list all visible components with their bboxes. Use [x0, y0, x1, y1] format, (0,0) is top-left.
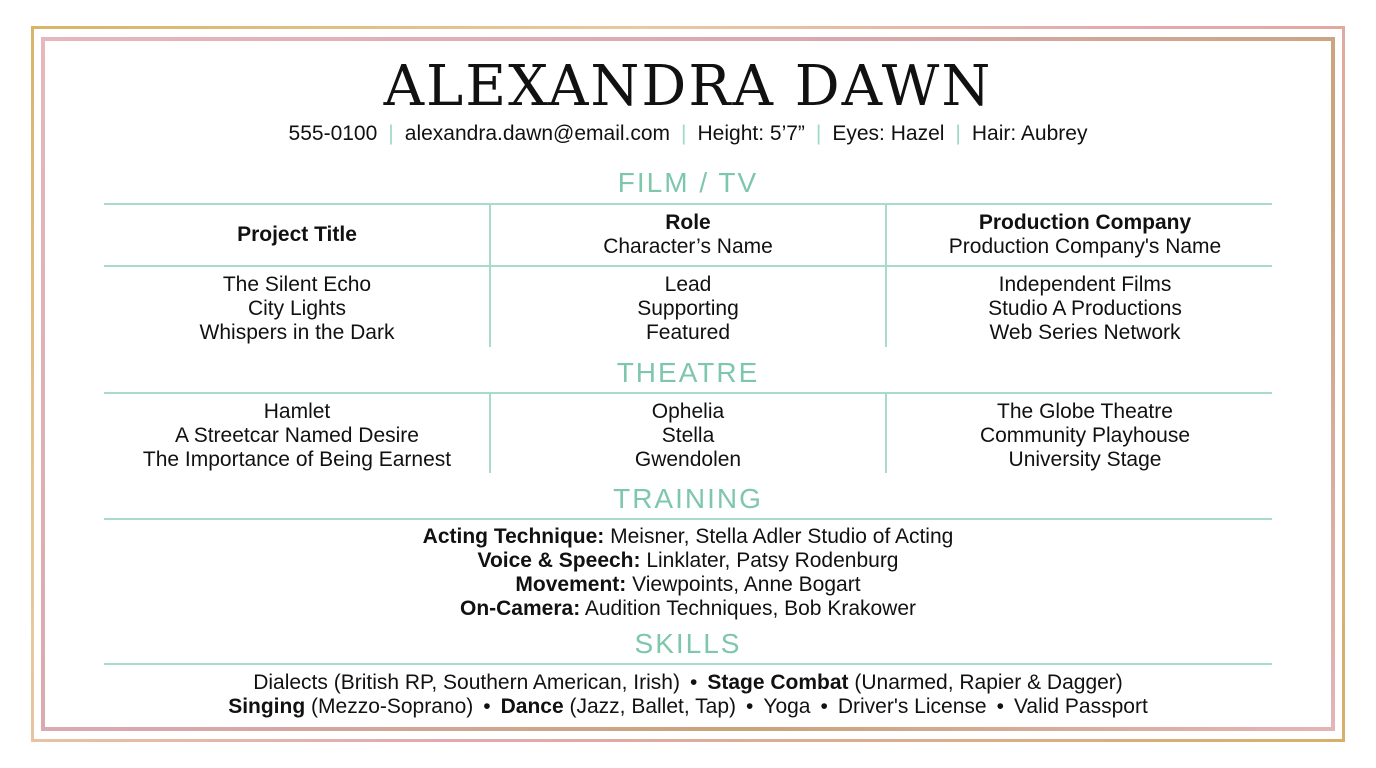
divider-rule [104, 203, 1272, 205]
skill-dance-detail: (Jazz, Ballet, Tap) [563, 695, 736, 718]
skill-stage-combat: Stage Combat [707, 671, 849, 694]
training-value: Viewpoints, Anne Bogart [626, 573, 861, 596]
bullet-separator: • [820, 695, 828, 718]
theatre-company: Community Playhouse [979, 424, 1191, 447]
section-title-film-tv: FILM / TV [617, 167, 759, 198]
height: Height: 5’7” [697, 122, 805, 145]
header-project-title [104, 223, 490, 247]
training-label: Acting Technique: [422, 525, 605, 548]
training-label: On-Camera: [459, 597, 581, 620]
skill-dance: Dance [500, 695, 564, 718]
phone-number: 555-0100 [288, 122, 378, 145]
email-address: alexandra.dawn@email.com [404, 122, 671, 145]
training-list [0, 525, 1376, 621]
skills-line-1 [0, 671, 1376, 695]
bullet-separator: • [996, 695, 1004, 718]
divider-rule [104, 392, 1272, 394]
header-sublabel: Character’s Name [603, 235, 773, 258]
training-value: Audition Techniques, Bob Krakower [580, 597, 917, 620]
header-label: Project Title [237, 223, 357, 246]
training-value: Meisner, Stella Adler Studio of Acting [604, 525, 954, 548]
training-item [0, 597, 1376, 621]
theatre-company: University Stage [1008, 448, 1162, 471]
skill-stage-combat-detail: (Unarmed, Rapier & Dagger) [848, 671, 1123, 694]
training-label: Movement: [515, 573, 627, 596]
bullet-separator: • [746, 695, 754, 718]
section-title-skills: SKILLS [634, 628, 742, 659]
contact-separator: | [681, 122, 687, 145]
skills-line-2 [0, 695, 1376, 719]
theatre-role: Stella [661, 424, 715, 447]
header-production-company [886, 211, 1284, 259]
actor-name: ALEXANDRA DAWN [383, 54, 993, 119]
skill-valid-passport: Valid Passport [1013, 695, 1148, 718]
contact-line [0, 120, 1376, 148]
skill-drivers-license: Driver's License [837, 695, 987, 718]
theatre-project: A Streetcar Named Desire [175, 424, 419, 447]
contact-separator: | [388, 122, 394, 145]
skills-list [0, 671, 1376, 719]
film-company: Independent Films [998, 273, 1172, 296]
skill-singing-detail: (Mezzo-Soprano) [305, 695, 474, 718]
skill-yoga: Yoga [763, 695, 811, 718]
theatre-companies-column [886, 400, 1284, 472]
skill-singing: Singing [228, 695, 306, 718]
film-company: Web Series Network [989, 321, 1181, 344]
film-project: The Silent Echo [222, 273, 372, 296]
header-sublabel: Production Company's Name [948, 235, 1222, 258]
training-item [0, 573, 1376, 597]
film-company: Studio A Productions [988, 297, 1182, 320]
theatre-project: The Importance of Being Earnest [142, 448, 452, 471]
bullet-separator: • [689, 671, 698, 694]
header-role [490, 211, 886, 259]
theatre-roles-column [490, 400, 886, 472]
contact-separator: | [955, 122, 961, 145]
header-label: Production Company [978, 211, 1192, 234]
film-role: Lead [664, 273, 712, 296]
theatre-role: Gwendolen [634, 448, 742, 471]
theatre-project: Hamlet [263, 400, 331, 423]
theatre-company: The Globe Theatre [997, 400, 1173, 423]
film-role: Supporting [637, 297, 739, 320]
theatre-role: Ophelia [651, 400, 725, 423]
header-label: Role [665, 211, 711, 234]
section-title-training: TRAINING [613, 483, 763, 514]
film-projects-column [104, 273, 490, 345]
divider-rule [104, 265, 1272, 267]
film-role: Featured [645, 321, 731, 344]
divider-rule [104, 518, 1272, 520]
section-title-theatre: THEATRE [616, 357, 760, 388]
training-value: Linklater, Patsy Rodenburg [640, 549, 899, 572]
film-project: Whispers in the Dark [199, 321, 395, 344]
film-companies-column [886, 273, 1284, 345]
training-item [0, 525, 1376, 549]
contact-separator: | [815, 122, 822, 145]
eyes: Eyes: Hazel [832, 122, 945, 145]
training-item [0, 549, 1376, 573]
film-project: City Lights [247, 297, 347, 320]
bullet-separator: • [483, 695, 491, 718]
theatre-projects-column [104, 400, 490, 472]
divider-rule [104, 663, 1272, 665]
film-roles-column [490, 273, 886, 345]
training-label: Voice & Speech: [477, 549, 641, 572]
hair: Hair: Aubrey [971, 122, 1088, 145]
skill-dialects: Dialects (British RP, Southern American, Irish) [253, 671, 680, 694]
